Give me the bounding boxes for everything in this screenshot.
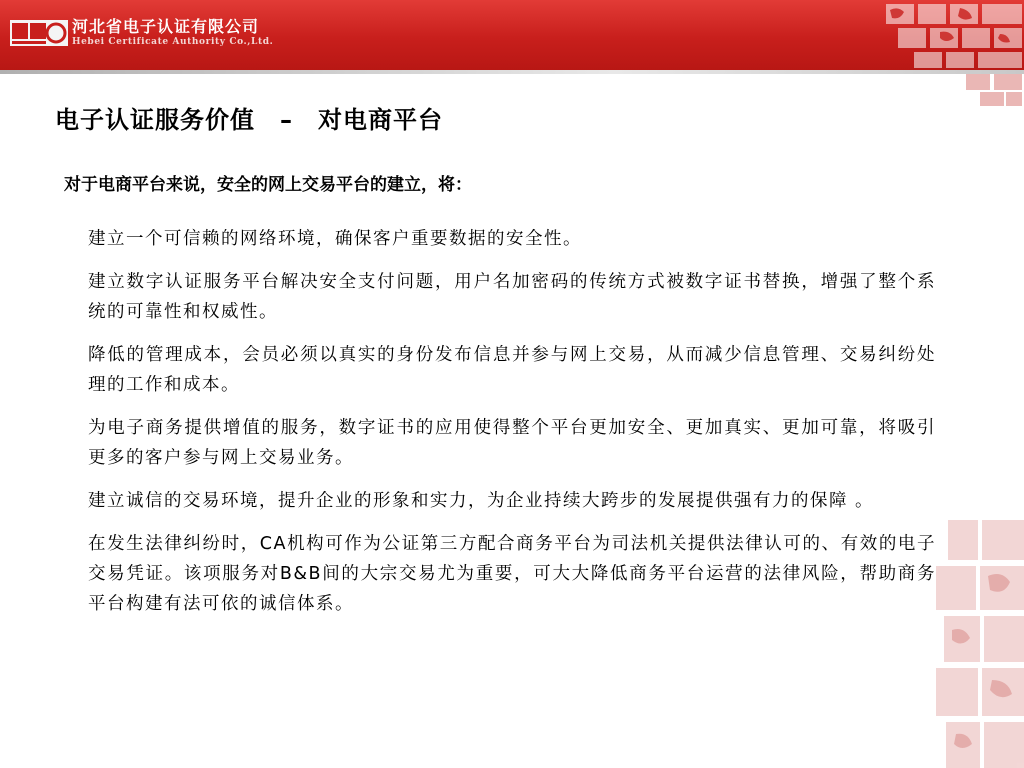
slide-subtitle: 对于电商平台来说，安全的网上交易平台的建立，将：: [64, 175, 472, 195]
company-name-cn: 河北省电子认证有限公司: [72, 17, 260, 36]
world-map-tiles-decoration-right: [936, 520, 1024, 768]
bullet-item: 建立诚信的交易环境，提升企业的形象和实力，为企业持续大跨步的发展提供强有力的保障 。: [88, 491, 875, 511]
bullet-list: [88, 224, 936, 632]
bullet-item: 降低的管理成本，会员必须以真实的身份发布信息并参与网上交易，从而减少信息管理、交易纠纷处理的工作和成本。: [88, 345, 936, 395]
bullet-item: 为电子商务提供增值的服务，数字证书的应用使得整个平台更加安全、更加真实、更加可靠，将吸引更多的客户参与网上交易业务。: [88, 418, 936, 468]
bullet-item: 在发生法律纠纷时，CA机构可作为公证第三方配合商务平台为司法机关提供法律认可的、有效的电子交易凭证。该项服务对B&B间的大宗交易尤为重要，可大大降低商务平台运营的法律风险，帮助商务平台构建有法可依的诚信体系。: [88, 534, 936, 614]
bullet-item: 建立数字认证服务平台解决安全支付问题，用户名加密码的传统方式被数字证书替换，增强了整个系统的可靠性和权威性。: [88, 272, 936, 322]
page-title: 电子认证服务价值 – 对电商平台: [55, 106, 443, 134]
bullet-item: 建立一个可信赖的网络环境，确保客户重要数据的安全性。: [88, 229, 582, 249]
company-name-en: Hebei Certificate Authority Co.,Ltd.: [72, 37, 274, 47]
hebca-logo-icon: [10, 20, 68, 46]
world-map-tiles-decoration: [870, 0, 1024, 110]
